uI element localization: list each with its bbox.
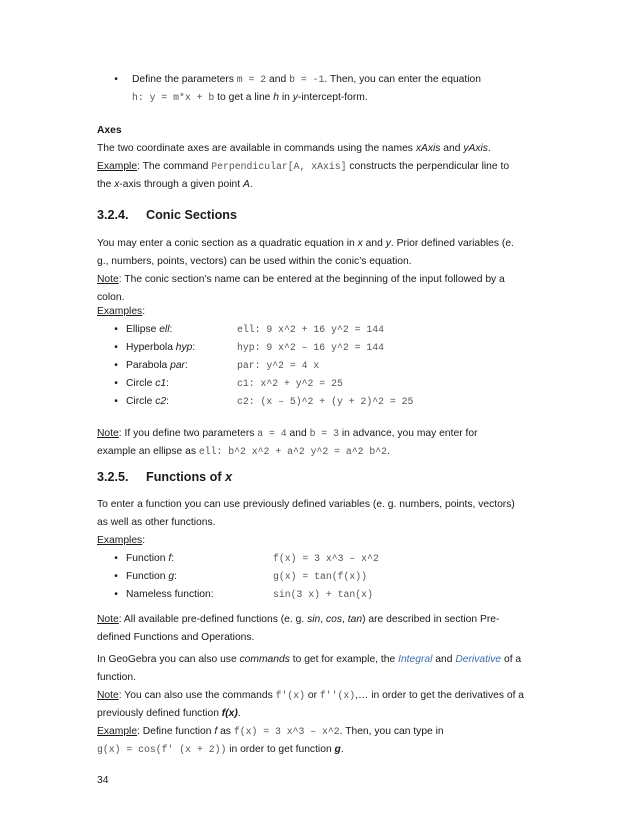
bullet-icon: • [114, 378, 118, 389]
bullet-icon: • [114, 571, 118, 582]
bullet-icon: • [114, 360, 118, 371]
axes-example-label: Example [97, 161, 138, 172]
conic-note-paragraph: Note: If you define two parameters a = 4 and b = 3 in advance, you may enter for example an ellipse as ell: b^2 x^2 + a^2 y^2 = a^2 b^2. [97, 428, 478, 457]
list-item: • Function g: g(x) = tan(f(x)) [97, 569, 547, 584]
functions-note-label: Note [97, 614, 119, 625]
functions-note-paragraph: Note: All available pre-defined functions (e. g. sin, cos, tan) are described in section Pre- defined Functions and Operations. [97, 614, 500, 643]
functions-example-label: Example [97, 726, 138, 737]
list-item: • Ellipse ell: ell: 9 x^2 + 16 y^2 = 144 [97, 322, 547, 337]
list-item: • Hyperbola hyp: hyp: 9 x^2 – 16 y^2 = 144 [97, 340, 547, 355]
functions-examples-label: Examples: [97, 535, 146, 546]
conic-intro-paragraph: You may enter a conic section as a quadratic equation in x and y. Prior defined variables (e. g., numbers, points, vectors) can be used within the conic’s equation. Note: The conic section’s name can be entered at the beginning of the input followed by a colon. [97, 238, 514, 303]
derivative-link[interactable]: Derivative [455, 654, 502, 665]
axes-heading: Axes [97, 125, 122, 136]
bullet-icon: • [114, 74, 118, 85]
functions-intro-paragraph: To enter a function you can use previously defined variables (e. g. numbers, points, vectors) as well as other functions. [97, 499, 515, 528]
bullet-icon: • [114, 553, 118, 564]
section-heading-functions: 3.2.5. Functions of x [97, 470, 233, 484]
section-heading-conic: 3.2.4. Conic Sections [97, 208, 237, 222]
bullet-icon: • [114, 324, 118, 335]
functions-note2-label: Note [97, 690, 119, 701]
intro-bullet-line1: Define the parameters m = 2 and b = -1. Then, you can enter the equation [132, 74, 482, 85]
page-number: 34 [97, 775, 109, 786]
conic-note2-label: Note [97, 428, 119, 439]
integral-link[interactable]: Integral [398, 654, 433, 665]
functions-commands-paragraph: In GeoGebra you can also use commands to get for example, the Integral and Derivative of a function. Note: You can also use the commands f'(x) or f''(x),… in order to get the derivatives of a previously defined function f(x). Example: Define function f as f(x) = 3 x^3 – x^2. Then, you can type in g(x) = cos(f' (x + 2)) in order to get function g. [97, 654, 525, 755]
bullet-icon: • [114, 342, 118, 353]
axes-paragraph: The two coordinate axes are available in commands using the names xAxis and yAxis. Example: The command Perpendicular[A, xAxis] constructs the perpendicular line to the x-axis through a given point A. [97, 143, 510, 190]
bullet-icon: • [114, 396, 118, 407]
conic-examples-label: Examples: [97, 306, 146, 317]
list-item: • Nameless function: sin(3 x) + tan(x) [97, 587, 547, 602]
intro-bullet-line2: h: y = m*x + b to get a line h in y-intercept-form. [132, 92, 368, 103]
list-item: • Circle c1: c1: x^2 + y^2 = 25 [97, 376, 547, 391]
list-item: • Parabola par: par: y^2 = 4 x [97, 358, 547, 373]
list-item: • Circle c2: c2: (x – 5)^2 + (y + 2)^2 = 25 [97, 394, 547, 409]
bullet-icon: • [114, 589, 118, 600]
list-item: • Function f: f(x) = 3 x^3 – x^2 [97, 551, 547, 566]
conic-note-label: Note [97, 274, 119, 285]
